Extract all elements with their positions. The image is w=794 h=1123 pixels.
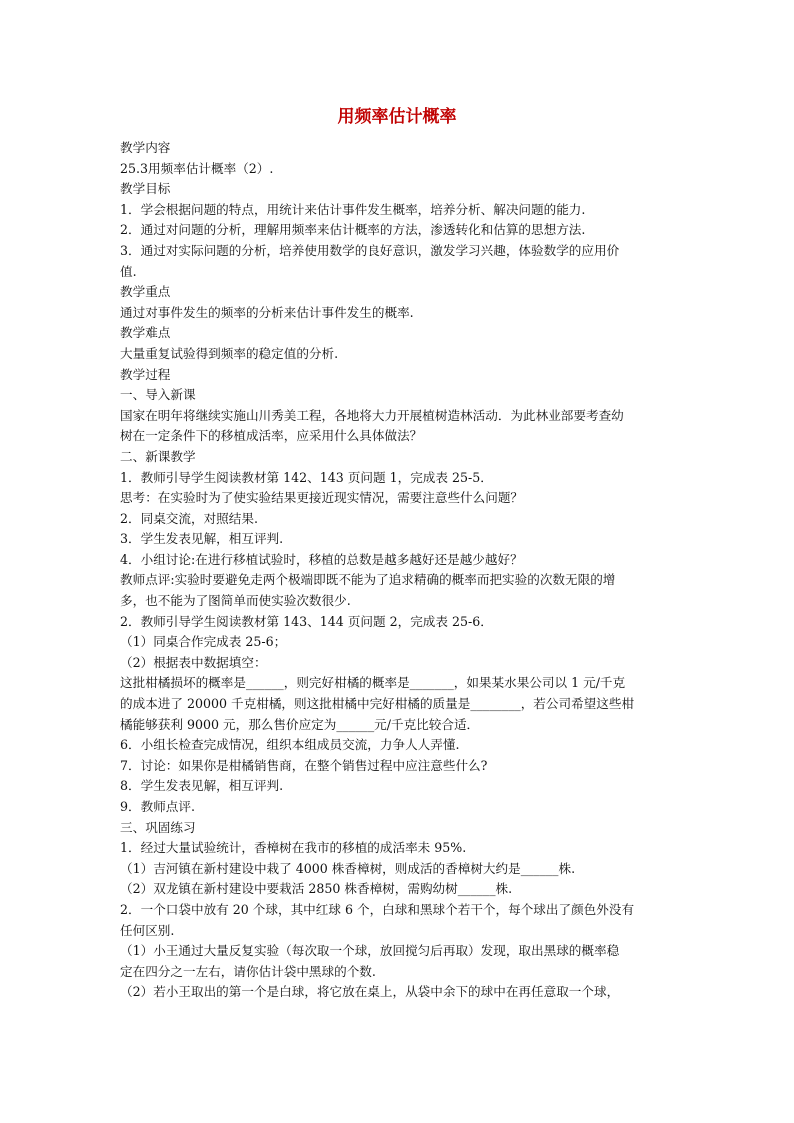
text-line: 值. [120,263,137,279]
text-line: 6．小组长检查完成情况，组织本组成员交流，力争人人弄懂. [120,737,460,753]
text-line: 多，也不能为了图简单而使实验次数很少. [120,593,351,609]
text-line: 三、巩固练习 [120,819,196,835]
text-line: 2．一个口袋中放有 20 个球，其中红球 6 个，白球和黑球个若干个，每个球出了颜色外没有 [120,901,635,917]
text-line: 的成本进了 20000 千克柑橘，则这批柑橘中完好柑橘的质量是________，若公司希望这些柑 [120,696,635,712]
text-line: 任何区别. [120,922,175,938]
text-line: 1．学会根据问题的特点，用统计来估计事件发生概率，培养分析、解决问题的能力. [120,201,586,217]
text-line: 通过对事件发生的频率的分析来估计事件发生的概率. [120,304,414,320]
text-line: 教学难点 [120,325,171,341]
text-line: 教学目标 [120,181,171,197]
text-line: 1．经过大量试验统计，香樟树在我市的移植的成活率未 95%. [120,840,467,856]
text-line: 2．教师引导学生阅读教材第 143、144 页问题 2，完成表 25-6． [120,613,493,629]
text-line: 思考：在实验时为了使实验结果更接近现实情况，需要注意些什么问题？ [120,490,523,506]
text-line: 2．同桌交流，对照结果. [120,510,258,526]
text-line: 3．通过对实际问题的分析，培养使用数学的良好意识，激发学习兴趣，体验数学的应用价 [120,242,620,258]
text-line: 教师点评:实验时要避免走两个极端即既不能为了追求精确的概率而把实验的次数无限的增 [120,572,616,588]
text-line: （1）同桌合作完成表 25-6； [120,634,287,650]
text-line: （1）吉河镇在新村建设中栽了 4000 株香樟树，则成活的香樟树大约是______株. [120,860,576,876]
text-line: 橘能够获利 9000 元，那么售价应定为______元/千克比较合适． [120,716,480,732]
text-line: （2）若小王取出的第一个是白球，将它放在桌上，从袋中余下的球中在再任意取一个球， [120,984,620,1000]
text-line: 国家在明年将继续实施山川秀美工程，各地将大力开展植树造林活动．为此林业部要考查幼 [120,407,624,423]
text-line: 2．通过对问题的分析，理解用频率来估计概率的方法，渗透转化和估算的思想方法. [120,222,586,238]
text-line: 大量重复试验得到频率的稳定值的分析. [120,345,339,361]
text-line: （1）小王通过大量反复实验（每次取一个球，放回搅匀后再取）发现，取出黑球的概率稳 [120,943,620,959]
document-body [120,138,674,1003]
text-line: （2）双龙镇在新村建设中要栽活 2850 株香樟树，需购幼树______株. [120,881,513,897]
text-line: 一、导入新课 [120,387,196,403]
text-line: 教学重点 [120,284,171,300]
text-line: 25.3用频率估计概率（2）. [120,160,274,176]
text-line: 定在四分之一左右，请你估计袋中黑球的个数. [120,963,376,979]
text-line: 7．讨论：如果你是柑橘销售商，在整个销售过程中应注意些什么? [120,757,488,773]
text-line: 这批柑橘损坏的概率是______，则完好柑橘的概率是_______，如果某水果公司以 1 元/千克 [120,675,626,691]
text-line: 9．教师点评. [120,799,195,814]
text-line: 二、新课教学 [120,448,196,464]
text-line: 树在一定条件下的移植成活率，应采用什么具体做法？ [120,428,423,444]
text-line: 3．学生发表见解，相互评判. [120,531,284,547]
text-line: 8．学生发表见解，相互评判. [120,778,284,794]
text-line: 教学过程 [120,366,171,382]
document-title: 用频率估计概率 [337,107,457,127]
text-line: （2）根据表中数据填空： [120,654,267,670]
text-line: 教学内容 [120,140,171,155]
text-line: 1．教师引导学生阅读教材第 142、143 页问题 1，完成表 25-5． [120,469,493,485]
text-line: 4．小组讨论:在进行移植试验时，移植的总数是越多越好还是越少越好？ [120,551,523,567]
